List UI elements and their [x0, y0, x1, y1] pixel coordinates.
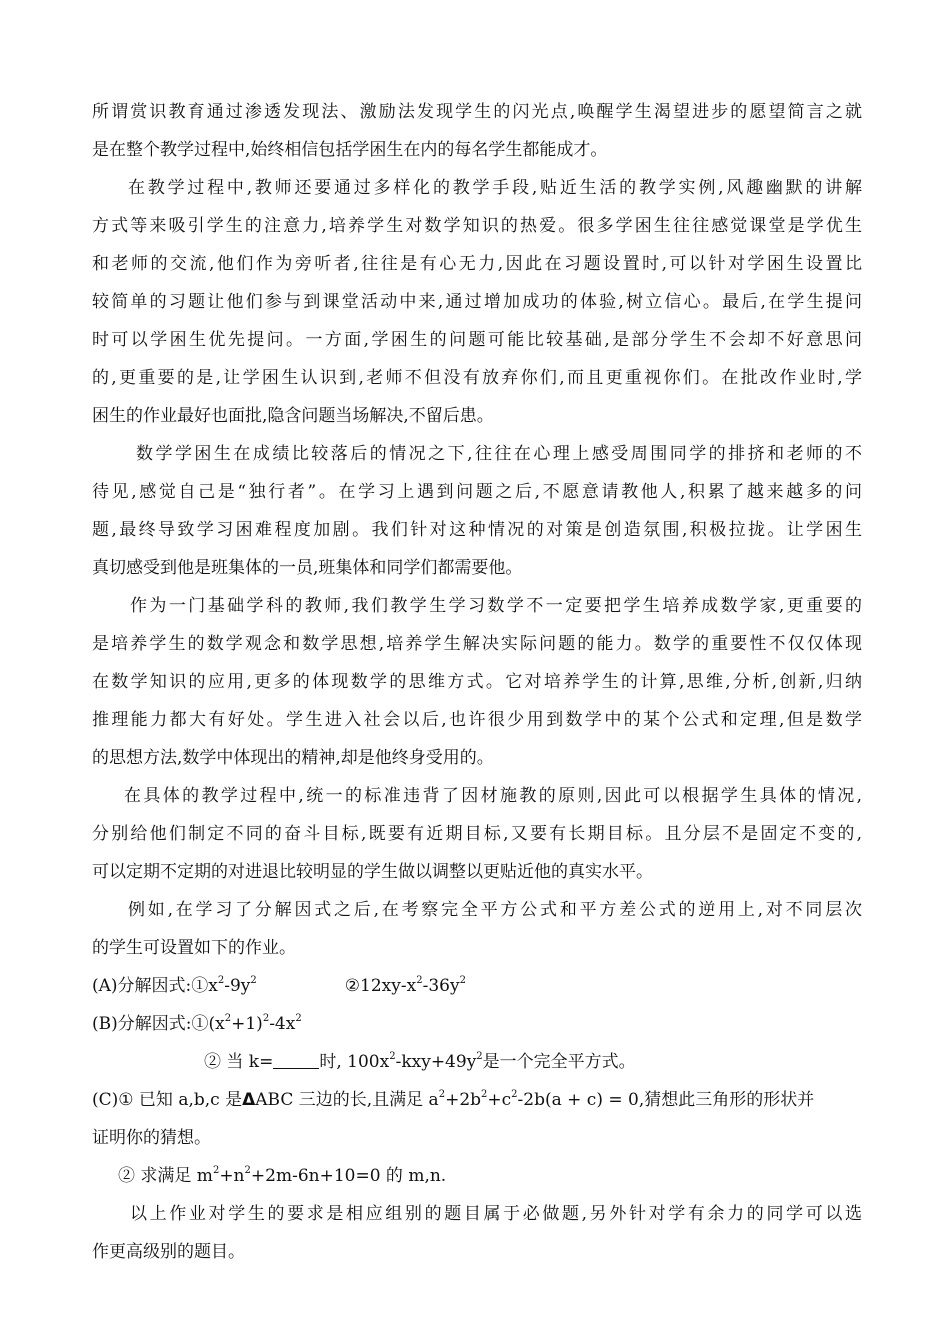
- paragraph-line: 时可以学困生优先提问。一方面,学困生的问题可能比较基础,是部分学生不会却不好意思问: [92, 330, 862, 350]
- paragraph-line: 真切感受到他是班集体的一员,班集体和同学们都需要他。: [92, 558, 523, 578]
- paragraph-line: 的思想方法,数学中体现出的精神,却是他终身受用的。: [92, 748, 494, 768]
- exercise-c1-continued: 证明你的猜想。: [92, 1128, 211, 1148]
- exercise-a-label: (A)分解因式:: [92, 976, 192, 996]
- exercise-b1: $①(x^2+1)^2-4x^2$: [191, 1013, 302, 1034]
- paragraph-line: 题,最终导致学习困难程度加剧。我们针对这种情况的对策是创造氛围,积极拉拢。让学困生: [92, 520, 862, 540]
- paragraph-line: 推理能力都大有好处。学生进入社会以后,也许很少用到数学中的某个公式和定理,但是数学: [92, 710, 862, 730]
- paragraph-line: 在数学知识的应用,更多的体现数学的思维方式。它对培养学生的计算,思维,分析,创新,归纳: [92, 672, 862, 692]
- paragraph-line: 在具体的教学过程中,统一的标准违背了因材施教的原则,因此可以根据学生具体的情况,: [124, 786, 862, 806]
- paragraph-line: 数学学困生在成绩比较落后的情况之下,往往在心理上感受周围同学的排挤和老师的不: [136, 444, 862, 464]
- exercise-c2: ② 求满足 $m^2+n^2+2m-6n+10=0$ 的 m,n.: [118, 1165, 447, 1186]
- paragraph-line: 所谓赏识教育通过渗透发现法、激励法发现学生的闪光点,唤醒学生渴望进步的愿望简言之就: [92, 102, 862, 122]
- paragraph-line: 可以定期不定期的对进退比较明显的学生做以调整以更贴近他的真实水平。: [92, 862, 653, 882]
- paragraph-line: 分别给他们制定不同的奋斗目标,既要有近期目标,又要有长期目标。且分层不是固定不变的,: [92, 824, 862, 844]
- paragraph-line: 以上作业对学生的要求是相应组别的题目属于必做题,另外针对学有余力的同学可以选: [130, 1204, 862, 1224]
- triangle-symbol: Δ: [242, 1090, 256, 1110]
- exercise-a2: $②12xy-x^2-36y^2$: [344, 975, 466, 996]
- paragraph-line: 待见,感觉自己是“独行者”。在学习上遇到问题之后,不愿意请教他人,积累了越来越多的问: [92, 482, 862, 502]
- paragraph-line: 在教学过程中,教师还要通过多样化的教学手段,贴近生活的教学实例,风趣幽默的讲解: [128, 178, 862, 198]
- exercise-a: [92, 972, 862, 1000]
- paragraph-line: 方式等来吸引学生的注意力,培养学生对数学知识的热爱。很多学困生往往感觉课堂是学优生: [92, 216, 862, 236]
- paragraph-line: 的学生可设置如下的作业。: [92, 938, 296, 958]
- exercise-b-label: (B)分解因式:: [92, 1014, 192, 1034]
- paragraph-line: 是在整个教学过程中,始终相信包括学困生在内的每名学生都能成才。: [92, 140, 608, 160]
- paragraph-line: 和老师的交流,他们作为旁听者,往往是有心无力,因此在习题设置时,可以针对学困生设置比: [92, 254, 862, 274]
- paragraph-line: 作为一门基础学科的教师,我们教学生学习数学不一定要把学生培养成数学家,更重要的: [130, 596, 862, 616]
- paragraph-line: 例如,在学习了分解因式之后,在考察完全平方公式和平方差公式的逆用上,对不同层次: [128, 900, 862, 920]
- paragraph-line: 困生的作业最好也面批,隐含问题当场解决,不留后患。: [92, 406, 494, 426]
- paragraph-line: 作更高级别的题目。: [92, 1242, 245, 1262]
- exercise-b2: ② 当 k= 时, $100x^2-kxy+49y^2$是一个完全平方式。: [204, 1051, 636, 1072]
- answer-blank[interactable]: [273, 1052, 319, 1069]
- exercise-c1: (C)① 已知 a,b,c 是ΔABC 三边的长,且满足 $a^2+2b^2+c^2-2b(a + c) = 0$,猜想此三角形的形状并: [92, 1089, 815, 1110]
- exercise-b: [92, 1010, 862, 1038]
- exercise-a1: $①x^2-9y^2$: [191, 975, 257, 996]
- paragraph-line: 的,更重要的是,让学困生认识到,老师不但没有放弃你们,而且更重视你们。在批改作业时,学: [92, 368, 862, 388]
- paragraph-line: 较简单的习题让他们参与到课堂活动中来,通过增加成功的体验,树立信心。最后,在学生提问: [92, 292, 862, 312]
- paragraph-line: 是培养学生的数学观念和数学思想,培养学生解决实际问题的能力。数学的重要性不仅仅体现: [92, 634, 862, 654]
